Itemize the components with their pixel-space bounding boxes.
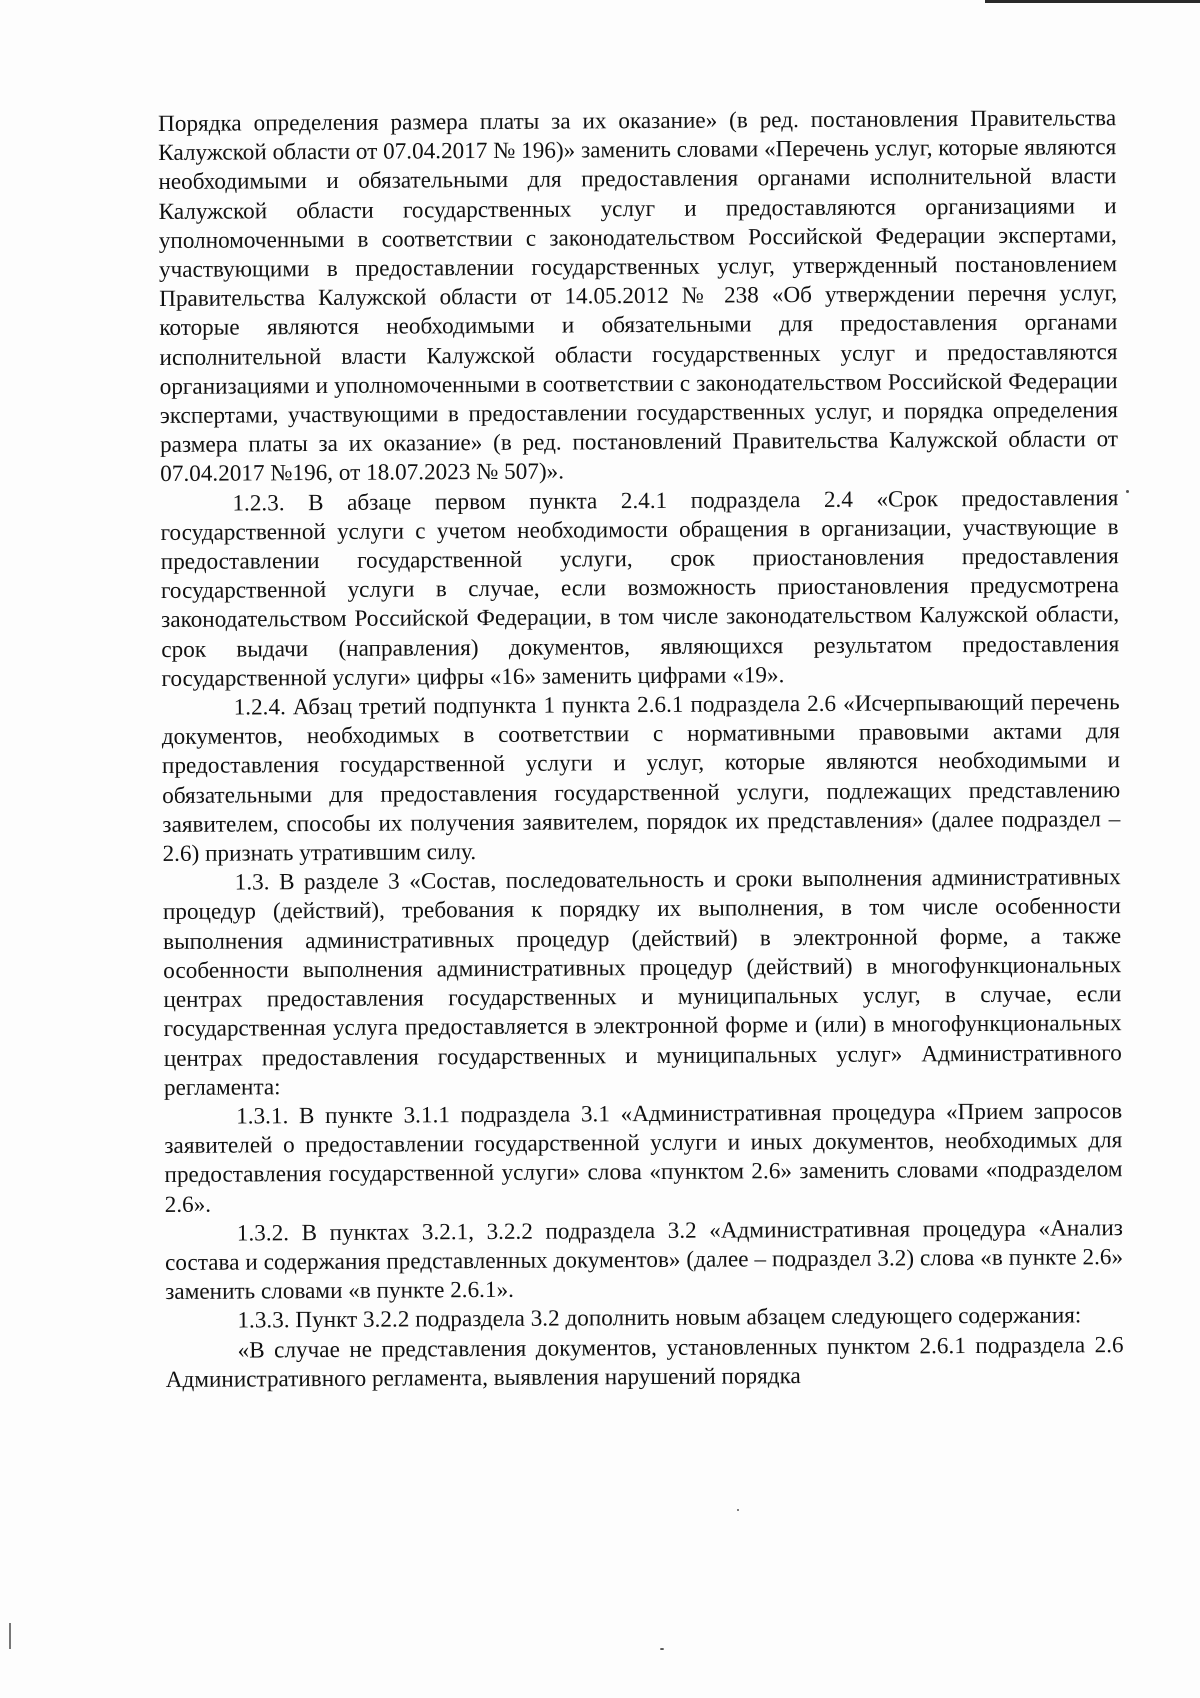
scan-margin-mark [9,1623,11,1649]
scan-speck [660,1648,664,1650]
document-body [158,104,1124,1395]
paragraph-1-3: 1.3. В разделе 3 «Состав, последовательность и сроки выполнения административных процедур (действий), требования к порядку их выполнения, в том числе особенности выполнения административных процедур (действий) в электронной форме, а также особенности выполнения административных процедур (действий) в многофункциональных центрах предоставления государственных и муниципальных услуг, в случае, если государственная услуга предоставляется в электронной форме и (или) в многофункциональных центрах предоставления государственных и муниципальных услуг» Административного регламента: [162,864,1122,1101]
scan-speck [1126,490,1129,493]
paragraph-1-2-3: 1.2.3. В абзаце первом пункта 2.4.1 подраздела 2.4 «Срок предоставления государственной услуги с учетом необходимости обращения в организации, участвующие в предоставлении государственной услуги, срок приостановления предоставления государственной услуги в случае, если возможность приостановления предусмотрена законодательством Российской Федерации, в том числе законодательством Калужской области, срок выдачи (направления) документов, являющихся результатом предоставления государственной услуги» цифры «16» заменить цифрами «19». [160,484,1120,692]
top-edge-rule [985,0,1200,3]
paragraph-1-3-2: 1.3.2. В пунктах 3.2.1, 3.2.2 подраздела 3.2 «Административная процедура «Анализ состава и содержания представленных документов» (далее – подраздел 3.2) слова «в пункте 2.6» заменить словами «в пункте 2.6.1». [164,1214,1124,1306]
paragraph-1-3-3: 1.3.3. Пункт 3.2.2 подраздела 3.2 дополнить новым абзацем следующего содержания: [237,1302,1082,1334]
scan-speck [737,1509,739,1511]
paragraph-continuation: Порядка определения размера платы за их оказание» (в ред. постановления Правительства Калужской области от 07.04.2017 № 196)» заменить словами «Перечень услуг, которые являются необходимыми и обязательными для предоставления органами исполнительной власти Калужской области государственных услуг и предоставляются организациями и уполномоченными в соответствии с законодательством Российской Федерации экспертами, участвующими в предоставлении государственных услуг, утвержденный постановлением Правительства Калужской области от 14.05.2012 № 238 «Об утверждении перечня услуг, которые являются необходимыми и обязательными для предоставления органами исполнительной власти Калужской области государственных услуг и предоставляются организациями и уполномоченными в соответствии с законодательством Российской Федерации экспертами, участвующими в предоставлении государственных услуг, и порядка определения размера платы за их оказание» (в ред. постановлений Правительства Калужской области от 07.04.2017 №196, от 18.07.2023 № 507)». [158,105,1119,488]
paragraph-1-2-4: 1.2.4. Абзац третий подпункта 1 пункта 2.6.1 подраздела 2.6 «Исчерпывающий перечень документов, необходимых в соответствии с нормативными правовыми актами для предоставления государственной услуги и услуг, которые являются необходимыми и обязательными для предоставления государственной услуги, подлежащих представлению заявителем, способы их получения заявителем, порядок их представления» (далее подраздел – 2.6) признать утратившим силу. [161,689,1121,868]
paragraph-quote-start: «В случае не представления документов, установленных пунктом 2.6.1 подраздела 2.6 Административного регламента, выявления нарушений порядка [165,1331,1124,1393]
paragraph-1-3-1: 1.3.1. В пункте 3.1.1 подраздела 3.1 «Административная процедура «Прием запросов заявителей о предоставлении государственной услуги и иных документов, необходимых для предоставления государственной услуги» слова «пунктом 2.6» заменить словами «подразделом 2.6». [164,1098,1123,1218]
